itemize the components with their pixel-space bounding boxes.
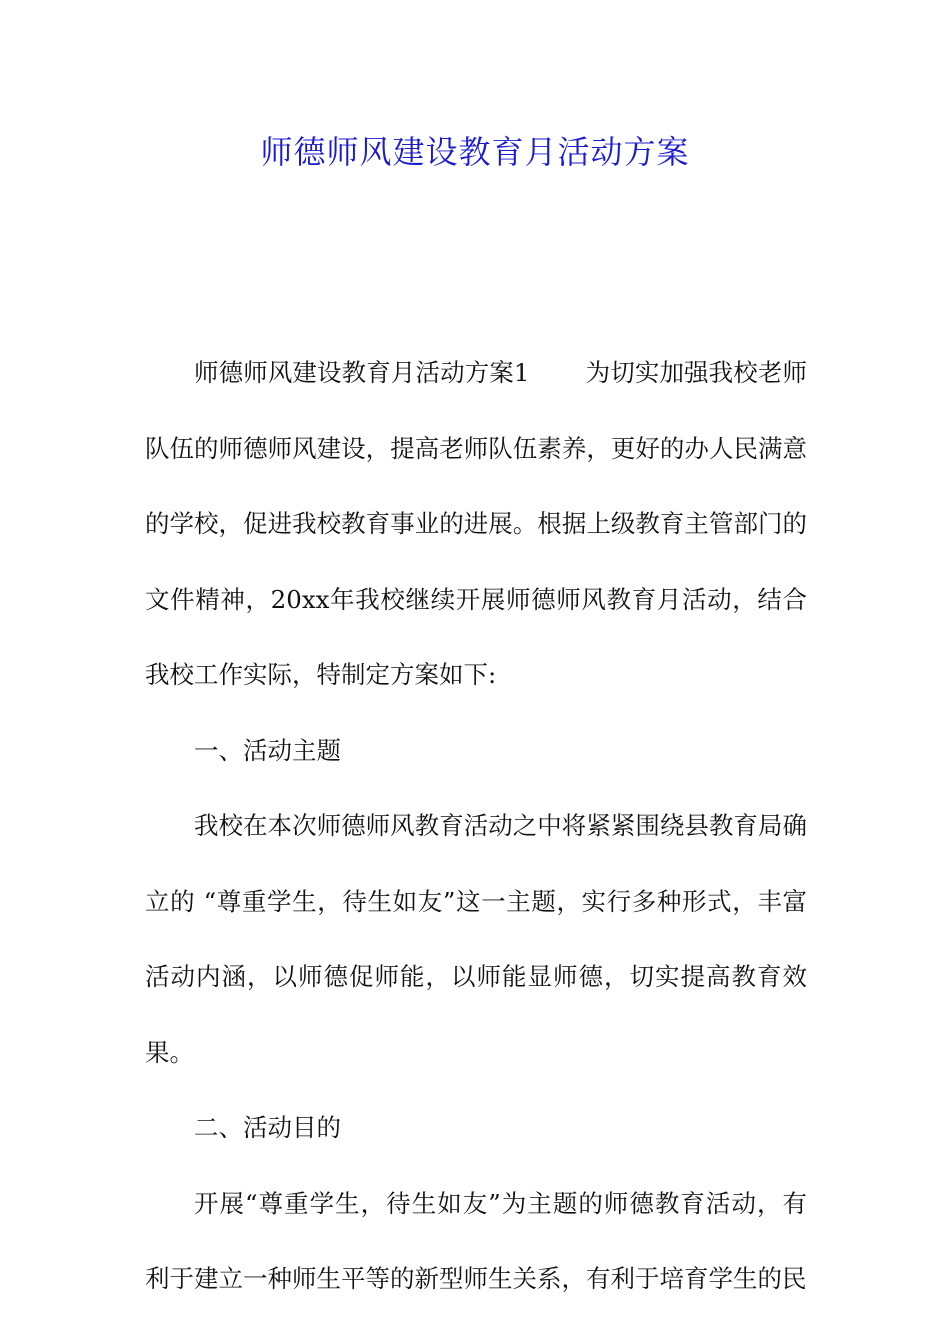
paragraph-purpose: 开展“尊重学生，待生如友”为主题的师德教育活动，有利于建立一种师生平等的新型师生关系，有利于培育学生的民 (145, 1188, 807, 1293)
section-heading-purpose: 二、活动目的 (194, 1113, 341, 1142)
paragraph-intro-lead: 师德师风建设教育月活动方案1 (194, 358, 530, 387)
paragraph-theme: 我校在本次师德师风教育活动之中将紧紧围绕县教育局确立的 “尊重学生，待生如友”这一主题，实行多种形式，丰富活动内涵，以师德促师能，以师能显师德，切实提高教育效果。 (145, 811, 807, 1067)
document-body (145, 335, 807, 1317)
section-heading-theme: 一、活动主题 (194, 735, 341, 765)
document-title: 师德师风建设教育月活动方案 (260, 133, 690, 171)
paragraph-intro-text: 为切实加强我校老师队伍的师德师风建设，提高老师队伍素养，更好的办人民满意的学校，促进我校教育事业的进展。根据上级教育主管部门的文件精神，20xx年我校继续开展师德师风教育月活动，结合我校工作实际，特制定方案如下: (145, 358, 807, 689)
paragraph-intro (145, 335, 807, 713)
